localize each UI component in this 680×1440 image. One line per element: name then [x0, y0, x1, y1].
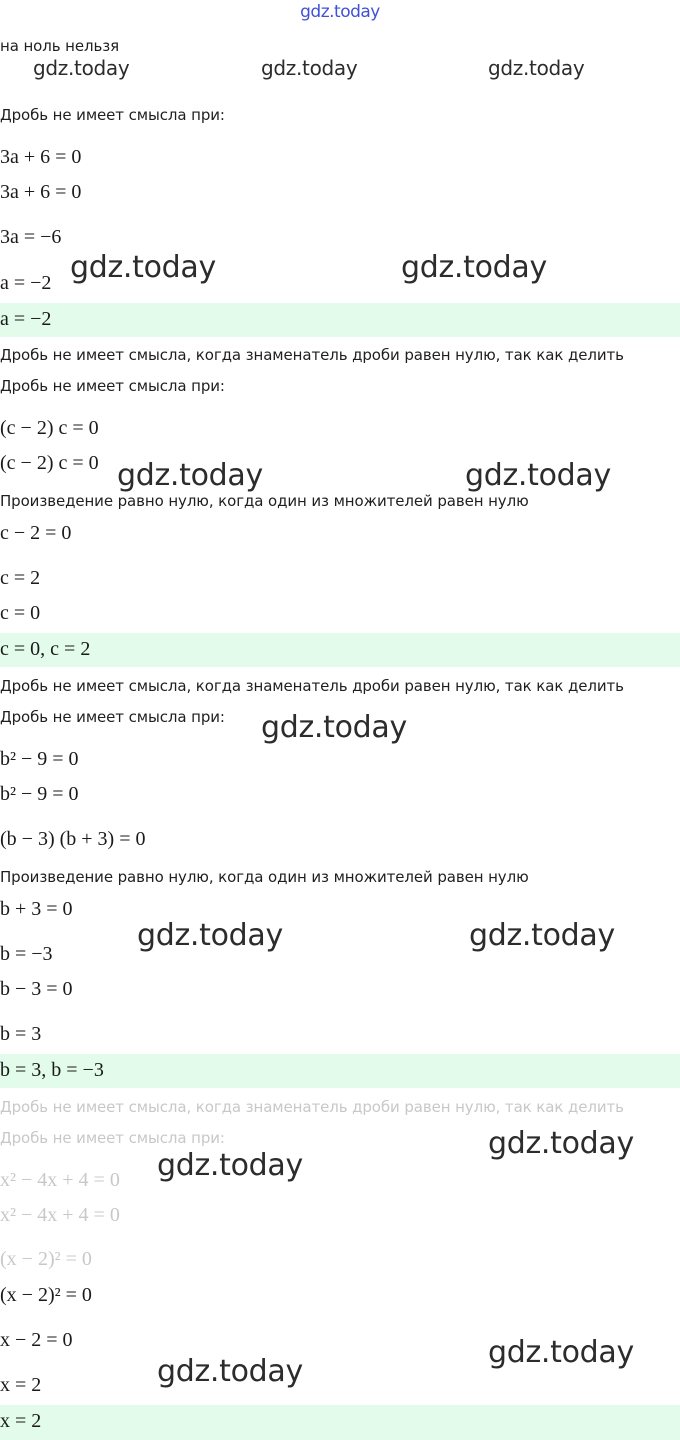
- faded-text-line: Дробь не имеет смысла, когда знаменатель дроби равен нулю, так как делить: [0, 1098, 624, 1116]
- text-line: Произведение равно нулю, когда один из множителей равен нулю: [0, 868, 529, 886]
- equation-line: b = −3: [0, 943, 53, 965]
- watermark: gdz.today: [465, 458, 611, 493]
- equation-line: a = −2: [0, 272, 52, 294]
- equation-line: (c − 2) c = 0: [0, 452, 99, 474]
- equation-line: b + 3 = 0: [0, 898, 73, 920]
- equation-line: 3a + 6 = 0: [0, 146, 82, 168]
- equation-line: b² − 9 = 0: [0, 748, 79, 770]
- faded-equation-line: x² − 4x + 4 = 0: [0, 1169, 120, 1191]
- watermark: gdz.today: [157, 1354, 303, 1389]
- answer-equation: c = 0, c = 2: [0, 638, 91, 660]
- site-header-logo[interactable]: gdz.today: [300, 2, 380, 22]
- watermark: gdz.today: [117, 458, 263, 493]
- text-line: Дробь не имеет смысла, когда знаменатель дроби равен нулю, так как делить: [0, 677, 624, 695]
- equation-line: 3a + 6 = 0: [0, 181, 82, 203]
- answer-highlight: [0, 1405, 680, 1440]
- text-line: на ноль нельзя: [0, 37, 120, 55]
- text-line: Дробь не имеет смысла при:: [0, 708, 225, 726]
- equation-line: c = 2: [0, 567, 41, 589]
- answer-equation: b = 3, b = −3: [0, 1059, 104, 1081]
- watermark: gdz.today: [488, 1126, 634, 1161]
- equation-line: b − 3 = 0: [0, 978, 73, 1000]
- equation-line: b = 3: [0, 1023, 42, 1045]
- answer-equation: x = 2: [0, 1410, 42, 1432]
- watermark: gdz.today: [261, 56, 358, 80]
- watermark: gdz.today: [488, 56, 585, 80]
- text-line: Произведение равно нулю, когда один из множителей равен нулю: [0, 492, 529, 510]
- text-line: Дробь не имеет смысла при:: [0, 106, 225, 124]
- equation-line: b² − 9 = 0: [0, 783, 79, 805]
- equation-line: (c − 2) c = 0: [0, 417, 99, 439]
- watermark: gdz.today: [33, 56, 130, 80]
- faded-equation-line: x² − 4x + 4 = 0: [0, 1204, 120, 1226]
- answer-highlight: [0, 303, 680, 337]
- watermark: gdz.today: [137, 918, 283, 953]
- watermark: gdz.today: [469, 918, 615, 953]
- watermark: gdz.today: [401, 250, 547, 285]
- faded-equation-line: (x − 2)² = 0: [0, 1248, 92, 1270]
- equation-line: x − 2 = 0: [0, 1329, 73, 1351]
- answer-highlight: [0, 633, 680, 667]
- watermark: gdz.today: [488, 1335, 634, 1370]
- equation-line: (b − 3) (b + 3) = 0: [0, 828, 146, 850]
- equation-line: (x − 2)² = 0: [0, 1284, 92, 1306]
- equation-line: c = 0: [0, 602, 41, 624]
- text-line: Дробь не имеет смысла, когда знаменатель дроби равен нулю, так как делить: [0, 346, 624, 364]
- equation-line: c − 2 = 0: [0, 522, 72, 544]
- watermark: gdz.today: [70, 250, 216, 285]
- faded-text-line: Дробь не имеет смысла при:: [0, 1129, 225, 1147]
- watermark: gdz.today: [261, 710, 407, 745]
- equation-line: 3a = −6: [0, 226, 62, 248]
- equation-line: x = 2: [0, 1374, 42, 1396]
- watermark: gdz.today: [157, 1148, 303, 1183]
- answer-equation: a = −2: [0, 308, 52, 330]
- text-line: Дробь не имеет смысла при:: [0, 377, 225, 395]
